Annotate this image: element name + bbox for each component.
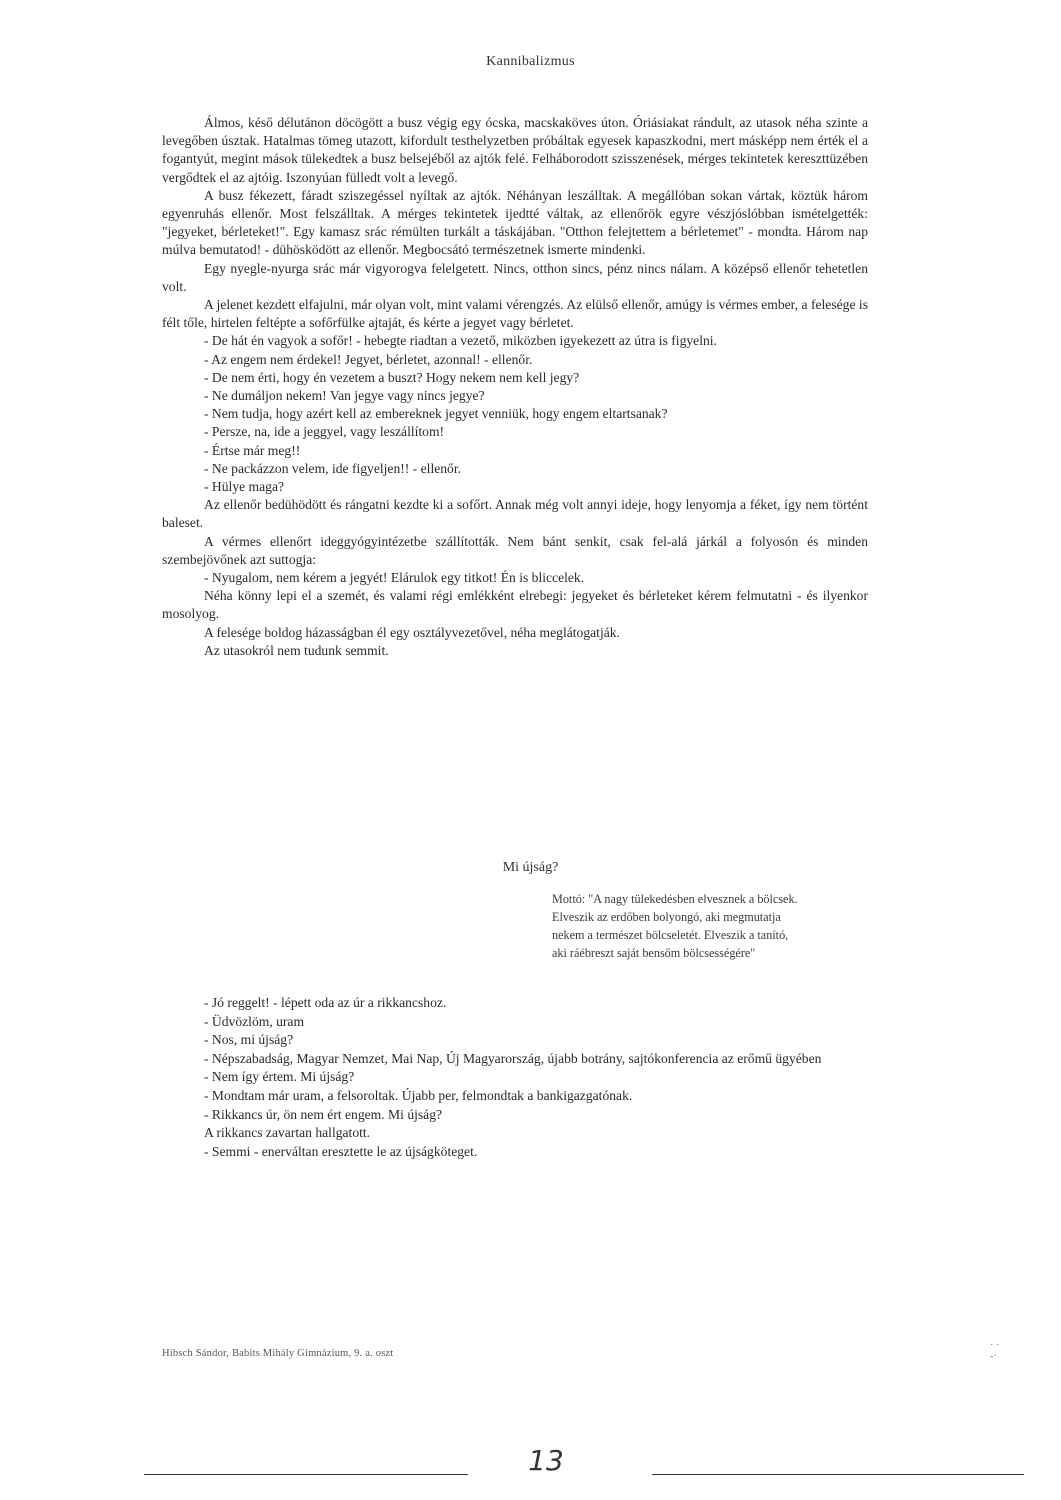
dialogue-line: - Az engem nem érdekel! Jegyet, bérletet, azonnal! - ellenőr. bbox=[204, 351, 533, 367]
footer-rule-left bbox=[144, 1474, 468, 1475]
page-number: 13 bbox=[528, 1444, 564, 1477]
story-body-mi-ujsag bbox=[162, 994, 880, 1161]
paragraph: Egy nyegle-nyurga srác már vigyorogva felelgetett. Nincs, otthon sincs, pénz nincs nálam. A középső ellenőr tehetetlen volt. bbox=[162, 260, 868, 294]
dialogue-line: - Hülye maga? bbox=[204, 479, 285, 495]
dialogue-line: - Ne dumáljon nekem! Van jegye vagy nincs jegye? bbox=[204, 388, 485, 404]
dialogue-line: - Persze, na, ide a jeggyel, vagy leszállítom! bbox=[204, 424, 445, 440]
paragraph: A busz fékezett, fáradt sziszegéssel nyíltak az ajtók. Néhányan leszálltak. A megállóban sokan vártak, köztük három egyenruhás ellenőr. Most felszálltak. A mérges tekintetek ijedtté váltak, az ellenőrök egyre vészjóslóbban ismételgették: "jegyeket, bérleteket!". Egy kamasz srác rémülten turkált a táskájában. "Otthon felejtettem a bérletemet" - mondta. Három nap múlva bemutatod! - dühösködött az ellenőr. Megbocsátó természetnek ismerte mindenki. bbox=[162, 187, 868, 258]
story-body-kannibalizmus bbox=[162, 114, 868, 660]
motto-line: Elveszik az erdőben bolyongó, aki megmutatja bbox=[552, 910, 781, 924]
dialogue-line: - Jó reggelt! - lépett oda az úr a rikkancshoz. bbox=[204, 995, 447, 1010]
dialogue-line: - Értse már meg!! bbox=[204, 442, 301, 458]
motto-line: Mottó: "A nagy tülekedésben elvesznek a bölcsek. bbox=[552, 892, 798, 906]
dialogue-line: - Nos, mi újság? bbox=[204, 1032, 294, 1048]
scan-noise: · · -· bbox=[990, 1340, 1000, 1362]
paragraph: A jelenet kezdett elfajulni, már olyan volt, mint valami vérengzés. Az elülső ellenőr, amúgy is vérmes ember, a felesége is félt tőle, hirtelen feltépte a sofőrfülke ajtaját, és kérte a jegyet vagy bérletet. bbox=[162, 297, 868, 331]
motto-line: aki ráébreszt saját bensőm bölcsességére" bbox=[552, 946, 756, 960]
dialogue-line: - De hát én vagyok a sofőr! - hebegte riadtan a vezető, miközben igyekezett az útra is figyelni. bbox=[204, 333, 717, 349]
paragraph: Az utasokról nem tudunk semmit. bbox=[204, 642, 389, 658]
author-credit: Hibsch Sándor, Babits Mihály Gimnázium, 9. a. oszt bbox=[162, 1348, 394, 1359]
paragraph: Néha könny lepi el a szemét, és valami régi emlékként elrebegi: jegyeket és bérleteket kérem felmutatni - és ilyenkor mosolyog. bbox=[162, 588, 868, 622]
story-title-kannibalizmus: Kannibalizmus bbox=[486, 54, 575, 69]
dialogue-line: - Ne packázzon velem, ide figyeljen!! - ellenőr. bbox=[204, 460, 462, 476]
dialogue-line: - Üdvözlöm, uram bbox=[204, 1013, 305, 1029]
motto-line: nekem a természet bölcseletét. Elveszik a tanító, bbox=[552, 928, 789, 942]
paragraph: Az ellenőr bedühödött és rángatni kezdte ki a sofőrt. Annak még volt annyi ideje, hogy lenyomja a féket, így nem történt baleset. bbox=[162, 497, 868, 531]
paragraph: A felesége boldog házasságban él egy osztályvezetővel, néha meglátogatják. bbox=[204, 624, 620, 640]
dialogue-line: - Nem így értem. Mi újság? bbox=[204, 1069, 355, 1085]
dialogue-line: - Mondtam már uram, a felsoroltak. Újabb per, felmondtak a bankigazgatónak. bbox=[204, 1087, 633, 1103]
paragraph: Álmos, késő délutánon döcögött a busz végig egy ócska, macskaköves úton. Óriásiakat rándult, az utasok néha szinte a levegőben úsztak. Hatalmas tömeg utazott, kifordult testhelyzetben próbáltak egyesek kapaszkodni, mert másképp nem érték el a fogantyút, megint mások tülekedtek a busz belsejéből az ajtók felé. Felháborodott szisszenések, mérges tekintetek kereszttüzében vergődtek el az ajtóig. Iszonyúan fülledt volt a levegő. bbox=[162, 115, 868, 185]
story-title-mi-ujsag: Mi újság? bbox=[502, 860, 559, 875]
motto-block bbox=[552, 890, 892, 962]
dialogue-line: - Nyugalom, nem kérem a jegyét! Elárulok egy titkot! Én is bliccelek. bbox=[204, 570, 585, 586]
narration-line: A rikkancs zavartan hallgatott. bbox=[204, 1125, 371, 1141]
dialogue-line: - De nem érti, hogy én vezetem a buszt? Hogy nekem nem kell jegy? bbox=[204, 369, 580, 385]
footer-rule-right bbox=[652, 1474, 1024, 1475]
dialogue-line: - Rikkancs úr, ön nem ért engem. Mi újság? bbox=[204, 1106, 443, 1122]
dialogue-line: - Semmi - enerváltan eresztette le az újságköteget. bbox=[204, 1143, 478, 1159]
paragraph: A vérmes ellenőrt ideggyógyintézetbe szállították. Nem bánt senkit, csak fel-alá járkál a folyosón és minden szembejövőnek azt suttogja: bbox=[162, 533, 868, 567]
dialogue-line: - Népszabadság, Magyar Nemzet, Mai Nap, Új Magyarország, újabb botrány, sajtókonferencia az erőmű ügyében bbox=[204, 1050, 822, 1066]
dialogue-line: - Nem tudja, hogy azért kell az embereknek jegyet venniük, hogy engem eltartsanak? bbox=[204, 406, 668, 422]
